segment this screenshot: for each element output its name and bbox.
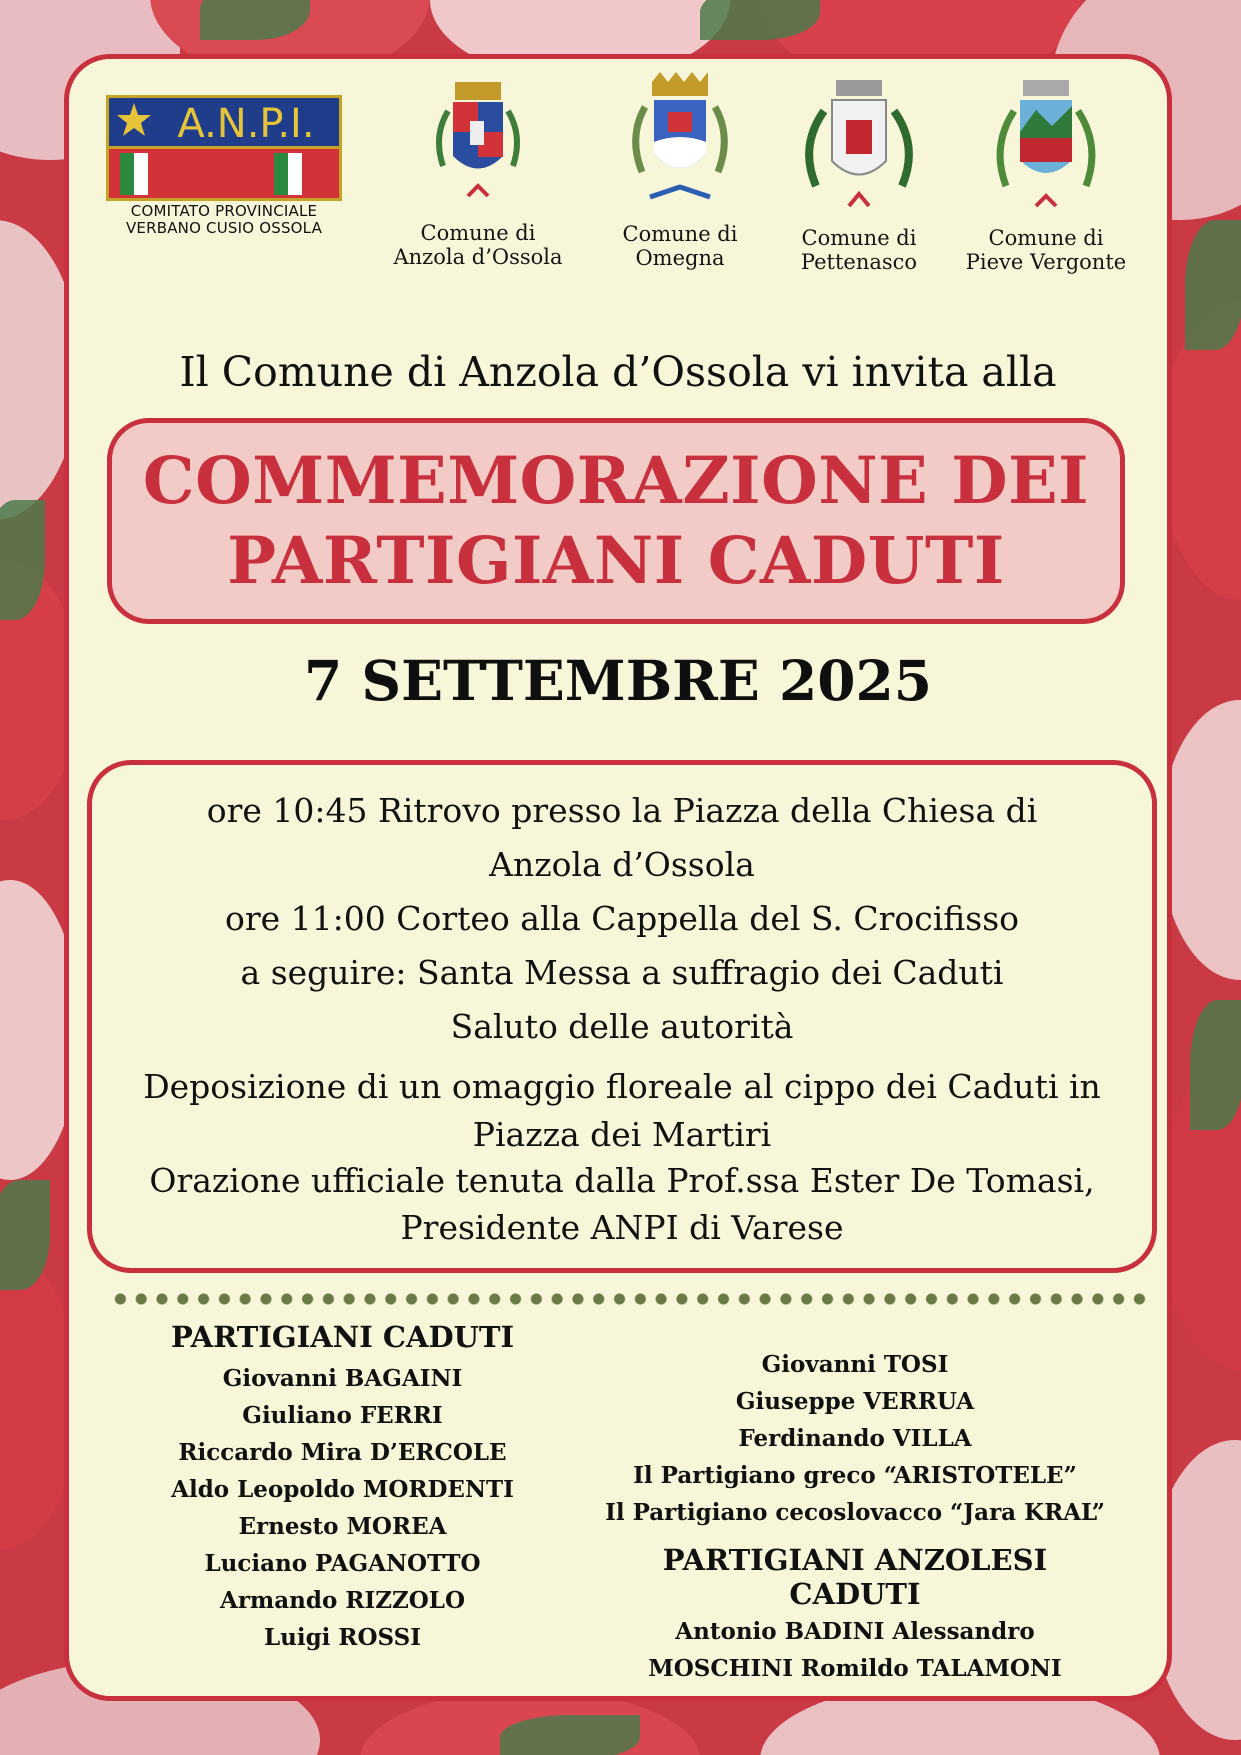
comune-omegna-line2: Omegna	[635, 246, 725, 270]
left-column	[150, 1320, 535, 1656]
anpi-logo-text: A.N.P.I.	[177, 101, 315, 147]
list-item: Il Partigiano cecoslovacco “Jara KRAL”	[605, 1499, 1105, 1526]
comune-anzola-line2: Anzola d’Ossola	[393, 245, 563, 269]
pieve-vergonte-crest-icon	[986, 76, 1106, 226]
list-item: Riccardo Mira D’ERCOLE	[178, 1439, 507, 1466]
list-item: Luigi ROSSI	[263, 1624, 422, 1651]
program-line-6: Deposizione di un omaggio floreale al cippo dei Caduti in	[143, 1067, 1101, 1106]
list-item: Antonio BADINI Alessandro	[675, 1618, 1035, 1645]
list-item: Luciano PAGANOTTO	[204, 1550, 481, 1577]
list-item: Giovanni TOSI	[761, 1351, 949, 1378]
title-box	[107, 418, 1125, 624]
comune-pieve-vergonte	[941, 76, 1151, 274]
list-item: Giuliano FERRI	[242, 1402, 443, 1429]
program-line-7: Piazza dei Martiri	[472, 1115, 772, 1154]
list-item: MOSCHINI Romildo TALAMONI	[648, 1655, 1062, 1682]
comune-pettenasco	[754, 76, 964, 274]
dotted-divider	[110, 1293, 1150, 1305]
left-heading: PARTIGIANI CADUTI	[170, 1320, 515, 1354]
program-line-9: Presidente ANPI di Varese	[400, 1208, 844, 1247]
list-item: Il Partigiano greco “ARISTOTELE”	[633, 1462, 1077, 1489]
list-item: Ernesto MOREA	[238, 1513, 447, 1540]
omegna-crest-icon	[620, 72, 740, 222]
comune-omegna-line1: Comune di	[622, 222, 738, 246]
right-heading: PARTIGIANI ANZOLESI CADUTI	[662, 1543, 1048, 1611]
list-item: Ferdinando VILLA	[738, 1425, 972, 1452]
anzola-crest-icon	[423, 76, 533, 221]
program-line-4: a seguire: Santa Messa a suffragio dei Caduti	[240, 953, 1004, 992]
program-line-8: Orazione ufficiale tenuta dalla Prof.ssa Ester De Tomasi,	[149, 1161, 1095, 1200]
comune-pieve-line2: Pieve Vergonte	[965, 250, 1127, 274]
comune-anzola-line1: Comune di	[420, 221, 536, 245]
comune-pettenasco-line1: Comune di	[801, 226, 917, 250]
program-line-3: ore 11:00 Corteo alla Cappella del S. Crocifisso	[225, 899, 1019, 938]
anpi-caption-line1: COMITATO PROVINCIALE	[130, 202, 318, 220]
comune-pieve-line1: Comune di	[988, 226, 1104, 250]
anpi-flag-icon	[106, 95, 342, 201]
program-line-5: Saluto delle autorità	[450, 1007, 794, 1046]
list-item: Armando RIZZOLO	[219, 1587, 466, 1614]
event-date: 7 SETTEMBRE 2025	[303, 648, 933, 713]
comune-pettenasco-line2: Pettenasco	[800, 250, 918, 274]
invite-text: Il Comune di Anzola d’Ossola vi invita alla	[179, 348, 1057, 396]
pettenasco-crest-icon	[794, 76, 924, 226]
title-line1: COMMEMORAZIONE DEI	[142, 443, 1090, 519]
program-line-1: ore 10:45 Ritrovo presso la Piazza della Chiesa di	[206, 791, 1038, 830]
program-line-2: Anzola d’Ossola	[489, 845, 755, 884]
anpi-logo	[106, 95, 342, 237]
list-item: Giovanni BAGAINI	[222, 1365, 463, 1392]
list-item: Aldo Leopoldo MORDENTI	[171, 1476, 514, 1503]
comune-anzola	[373, 76, 583, 269]
program-box	[87, 760, 1157, 1273]
list-item: Giuseppe VERRUA	[735, 1388, 975, 1415]
right-column	[600, 1346, 1110, 1687]
anpi-caption-line2: VERBANO CUSIO OSSOLA	[125, 219, 323, 237]
title-line2: PARTIGIANI CADUTI	[227, 523, 1005, 599]
